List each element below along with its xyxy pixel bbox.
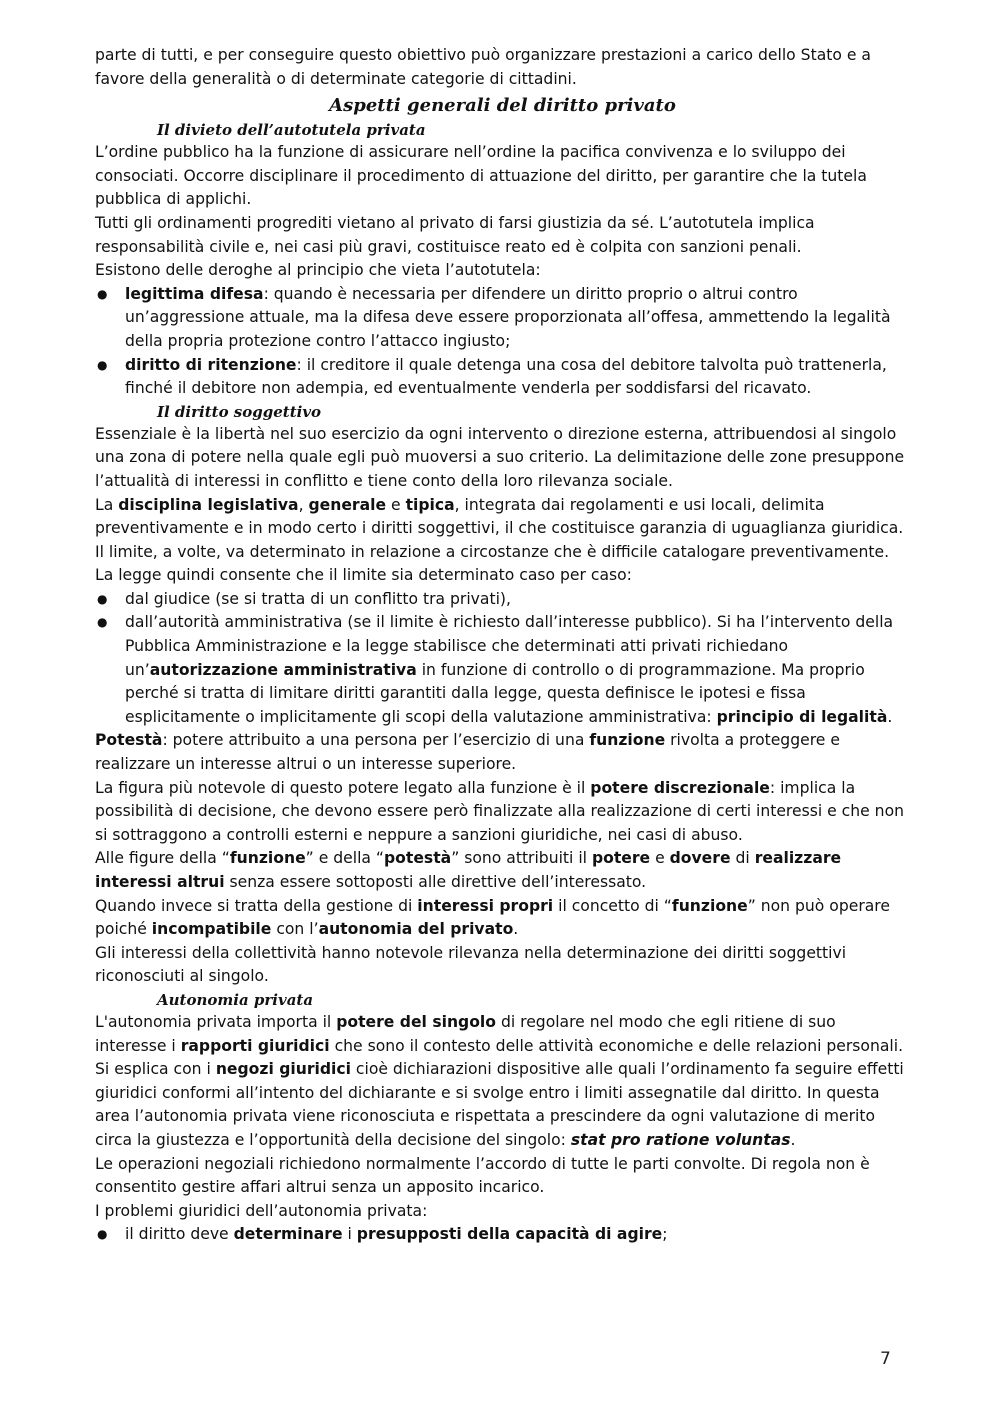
paragraph: Il limite, a volte, va determinato in relazione a circostanze che è difficile catalogare preventivamente. La legge quindi consente che il limite sia determinato caso per caso: — [95, 542, 890, 585]
heading-autotutela: Il divieto dell’autotutela privata — [157, 121, 426, 140]
paragraph: Esistono delle deroghe al principio che vieta l’autotutela: — [95, 261, 541, 280]
heading-diritto-soggettivo: Il diritto soggettivo — [157, 402, 322, 421]
bullet-icon: ● — [97, 615, 108, 630]
page-number: 7 — [880, 1349, 891, 1369]
paragraph: I problemi giuridici dell’autonomia privata: — [95, 1201, 428, 1220]
paragraph: Potestà: potere attribuito a una persona per l’esercizio di una funzione rivolta a proteggere e realizzare un interesse altrui o un interesse superiore. — [95, 731, 840, 774]
bullet-list — [95, 588, 910, 730]
paragraph: L'autonomia privata importa il potere del singolo di regolare nel modo che egli ritiene di suo interesse i rapporti giuridici che sono il contesto delle attività economiche e delle relazioni personali. Si esplica con i negozi giuridici cioè dichiarazioni dispositive alle quali l’ordinamento fa seguire effetti giuridici conformi all’intento del dichiarante e si svolge entro i limiti assegnatile dal diritto. In questa area l’autonomia privata viene riconosciuta e rispettata a prescindere da ogni valutazione di merito circa la giustezza e l’opportunità della decisione del singolo: stat pro ratione voluntas. — [95, 1012, 904, 1149]
list-item: ● legittima difesa: quando è necessaria per difendere un diritto proprio o altrui contro un’aggressione attuale, ma la difesa deve essere proporzionata all’offesa, ammettendo la legalità della propria protezione contro l’attacco ingiusto; — [97, 284, 891, 350]
list-item: ● diritto di ritenzione: il creditore il quale detenga una cosa del debitore talvolta può trattenerla, finché il debitore non adempia, ed eventualmente venderla per soddisfarsi del ricavato. — [97, 355, 887, 398]
paragraph: Tutti gli ordinamenti progrediti vietano al privato di farsi giustizia da sé. L’autotutela implica responsabilità civile e, nei casi più gravi, costituisce reato ed è colpita con sanzioni penali. — [95, 213, 815, 256]
intro-paragraph: parte di tutti, e per conseguire questo obiettivo può organizzare prestazioni a carico dello Stato e a favore della generalità o di determinate categorie di cittadini. — [95, 46, 871, 88]
list-item: ● il diritto deve determinare i presupposti della capacità di agire; — [95, 1223, 910, 1247]
paragraph: Alle figure della “funzione” e della “potestà” sono attribuiti il potere e dovere di realizzare interessi altrui senza essere sottoposti alle direttive dell’interessato. — [95, 849, 842, 891]
paragraph: Quando invece si tratta della gestione di interessi propri il concetto di “funzione” non può operare poiché incompatibile con l’autonomia del privato. — [95, 896, 890, 939]
heading-autonomia-privata: Autonomia privata — [157, 990, 314, 1009]
bullet-list — [95, 1223, 910, 1247]
paragraph: Le operazioni negoziali richiedono normalmente l’accordo di tutte le parti convolte. Di regola non è consentito gestire affari altrui senza un apposito incarico. — [95, 1154, 870, 1197]
document-page — [95, 44, 910, 1247]
bullet-list — [95, 283, 910, 401]
paragraph: Essenziale è la libertà nel suo esercizio da ogni intervento o direzione esterna, attribuendosi al singolo una zona di potere nella quale egli può muoversi a suo criterio. La delimitazione delle zone presuppone l’attualità di interessi in conflitto e tiene conto della loro rilevanza sociale. — [95, 424, 905, 490]
paragraph: La figura più notevole di questo potere legato alla funzione è il potere discrezionale: implica la possibilità di decisione, che devono essere però finalizzate alla realizzazione di certi interessi e che non si sottraggono a controlli esterni e neppure a sanzioni giuridiche, nei casi di abuso. — [95, 778, 904, 844]
paragraph: Gli interessi della collettività hanno notevole rilevanza nella determinazione dei diritti soggettivi riconosciuti al singolo. — [95, 943, 847, 986]
paragraph: L’ordine pubblico ha la funzione di assicurare nell’ordine la pacifica convivenza e lo sviluppo dei consociati. Occorre disciplinare il procedimento di attuazione del diritto, per garantire che la tutela pubblica di applichi. — [95, 143, 867, 209]
bullet-icon: ● — [97, 1227, 108, 1242]
list-item: ● dall’autorità amministrativa (se il limite è richiesto dall’interesse pubblico). Si ha l’intervento della Pubblica Amministrazione e la legge stabilisce che determinati atti privati richiedano un’autorizzazione amministrativa in funzione di controllo o di programmazione. Ma proprio perché si tratta di limitare diritti garantiti dalla legge, questa definisce le ipotesi e fissa esplicitamente o implicitamente gli scopi della valutazione amministrativa: principio di legalità. — [97, 613, 894, 726]
list-item: ● dal giudice (se si tratta di un conflitto tra privati), — [95, 588, 910, 612]
paragraph: La disciplina legislativa, generale e tipica, integrata dai regolamenti e usi locali, delimita preventivamente e in modo certo i diritti soggettivi, il che costituisce garanzia di uguaglianza giuridica. — [95, 495, 904, 538]
bullet-icon: ● — [97, 357, 108, 372]
bullet-icon: ● — [97, 591, 108, 606]
section-title: Aspetti generali del diritto privato — [329, 95, 676, 117]
bullet-icon: ● — [97, 286, 108, 301]
